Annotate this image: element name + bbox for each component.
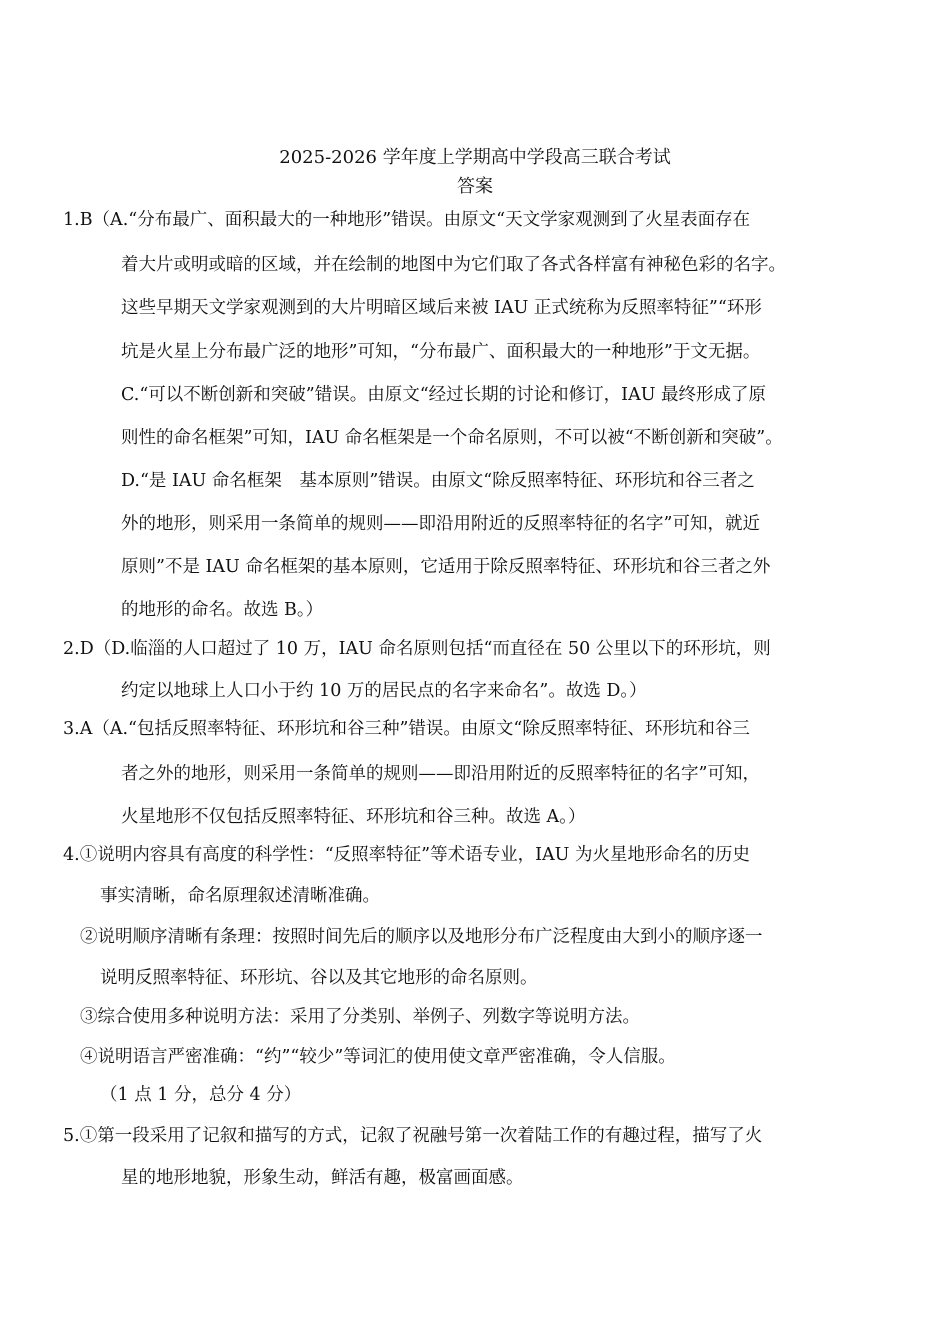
answer-3-line-1: 3.A（A.“包括反照率特征、环形坑和谷三种”错误。由原文“除反照率特征、环形坑和谷三 (63, 719, 750, 739)
answer-1-line-3: 这些早期天文学家观测到的大片明暗区域后来被 IAU 正式统称为反照率特征”“环形 (121, 298, 762, 318)
answer-2-line-2: 约定以地球上人口小于约 10 万的居民点的名字来命名”。故选 D。） (121, 681, 647, 701)
answer-1-line-8: 外的地形，则采用一条简单的规则——即沿用附近的反照率特征的名字”可知，就近 (121, 514, 760, 534)
answer-3-line-2: 者之外的地形，则采用一条简单的规则——即沿用附近的反照率特征的名字”可知， (121, 764, 760, 784)
answer-4-line-1: 4.①说明内容具有高度的科学性：“反照率特征”等术语专业，IAU 为火星地形命名的历史 (63, 845, 750, 865)
answer-1-line-5: C.“可以不断创新和突破”错误。由原文“经过长期的讨论和修订，IAU 最终形成了原 (121, 385, 767, 405)
answer-1-line-9: 原则”不是 IAU 命名框架的基本原则，它适用于除反照率特征、环形坑和谷三者之外 (121, 557, 771, 577)
answer-5-line-2: 星的地形地貌，形象生动，鲜活有趣，极富画面感。 (121, 1168, 524, 1188)
answer-2-line-1: 2.D（D.临淄的人口超过了 10 万，IAU 命名原则包括“而直径在 50 公里以下的环形坑，则 (63, 639, 771, 659)
answer-1-line-4: 坑是火星上分布最广泛的地形”可知，“分布最广、面积最大的一种地形”于文无据。 (121, 342, 761, 362)
document-title: 2025-2026 学年度上学期高中学段高三联合考试 (279, 147, 671, 168)
answer-4-line-5: ③综合使用多种说明方法：采用了分类别、举例子、列数字等说明方法。 (80, 1007, 640, 1027)
document-subtitle: 答案 (457, 176, 493, 197)
answer-4-line-4: 说明反照率特征、环形坑、谷以及其它地形的命名原则。 (100, 968, 538, 988)
answer-1-line-10: 的地形的命名。故选 B。） (121, 600, 324, 620)
answer-4-line-6: ④说明语言严密准确：“约”“较少”等词汇的使用使文章严密准确，令人信服。 (80, 1047, 676, 1067)
answer-1-line-6: 则性的命名框架”可知，IAU 命名框架是一个命名原则，不可以被“不断创新和突破”。 (121, 428, 783, 448)
answer-3-line-3: 火星地形不仅包括反照率特征、环形坑和谷三种。故选 A。） (121, 807, 586, 827)
answer-4-score-note: （1 点 1 分，总分 4 分） (100, 1085, 302, 1105)
answer-5-line-1: 5.①第一段采用了记叙和描写的方式，记叙了祝融号第一次着陆工作的有趣过程，描写了火 (63, 1126, 763, 1146)
answer-1-line-1: 1.B（A.“分布最广、面积最大的一种地形”错误。由原文“天文学家观测到了火星表面存在 (63, 210, 751, 230)
answer-4-line-2: 事实清晰，命名原理叙述清晰准确。 (100, 886, 380, 906)
answer-1-line-7: D.“是 IAU 命名框架 基本原则”错误。由原文“除反照率特征、环形坑和谷三者之 (121, 471, 755, 491)
answer-4-line-3: ②说明顺序清晰有条理：按照时间先后的顺序以及地形分布广泛程度由大到小的顺序逐一 (80, 927, 763, 947)
answer-1-line-2: 着大片或明或暗的区域，并在绘制的地图中为它们取了各式各样富有神秘色彩的名字。 (121, 255, 786, 275)
